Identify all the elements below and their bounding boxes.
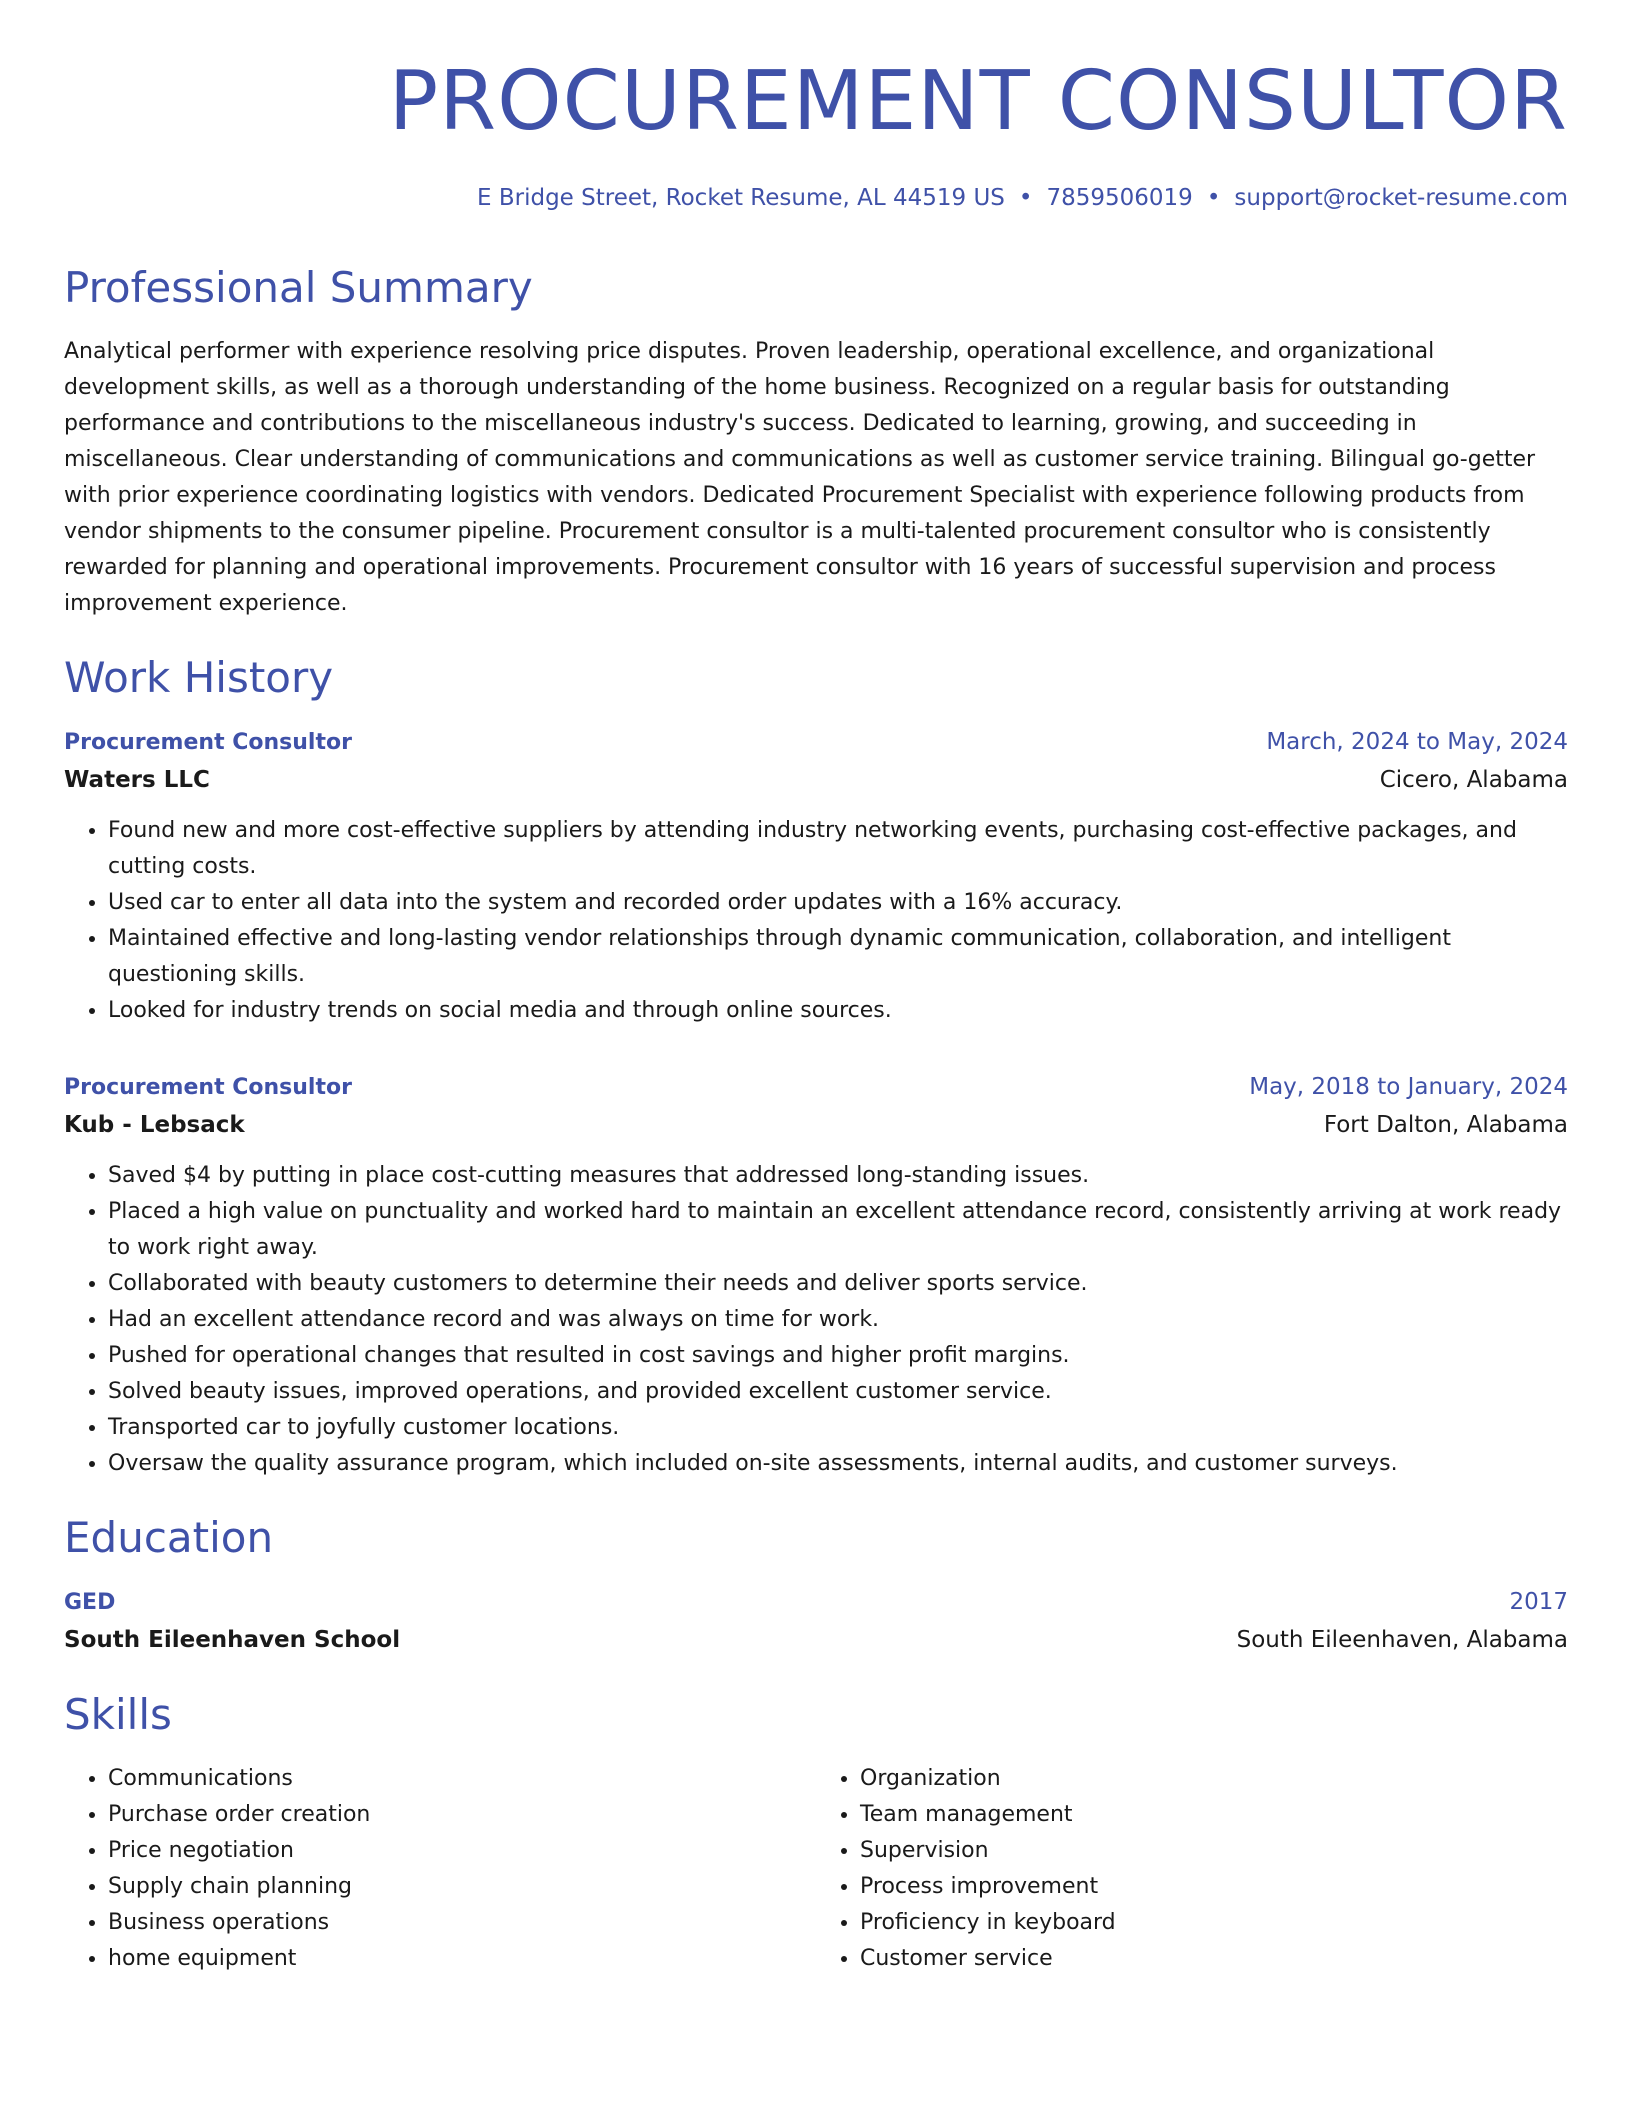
job-bullet: • Maintained effective and long-lasting vendor relationships through dynamic communication, collaboration, and intelligent questioning skills. — [108, 921, 1568, 993]
job-bullet: • Had an excellent attendance record and was always on time for work. — [108, 1302, 1568, 1338]
education-location: South Eileenhaven, Alabama — [1236, 1627, 1568, 1653]
education-degree: GED — [64, 1590, 116, 1615]
job-bullets — [64, 1158, 1568, 1482]
job-location: Cicero, Alabama — [1379, 767, 1568, 793]
contact-phone: 7859506019 — [1046, 185, 1193, 211]
contact-line — [64, 182, 1568, 214]
skills-columns — [64, 1761, 1568, 1977]
skill-item: • Customer service — [860, 1941, 1568, 1977]
job-company: Kub - Lebsack — [64, 1112, 245, 1138]
skill-item: • Purchase order creation — [108, 1797, 816, 1833]
job-header-row — [64, 724, 1568, 761]
contact-separator: • — [1018, 185, 1033, 211]
skill-item: • Communications — [108, 1761, 816, 1797]
job-bullet: • Solved beauty issues, improved operations, and provided excellent customer service. — [108, 1374, 1568, 1410]
summary-heading: Professional Summary — [64, 263, 533, 312]
job-location: Fort Dalton, Alabama — [1323, 1112, 1568, 1138]
contact-address: E Bridge Street, Rocket Resume, AL 44519 US — [477, 185, 1005, 211]
education-school: South Eileenhaven School — [64, 1627, 401, 1653]
candidate-name: PROCUREMENT CONSULTOR — [388, 54, 1568, 149]
skills-list-right — [816, 1761, 1568, 1977]
job-bullet: • Found new and more cost-effective suppliers by attending industry networking events, purchasing cost-effective packages, and cutting costs. — [108, 813, 1568, 885]
job-bullet: • Collaborated with beauty customers to determine their needs and deliver sports service. — [108, 1266, 1568, 1302]
job-bullet: • Used car to enter all data into the system and recorded order updates with a 16% accuracy. — [108, 885, 1568, 921]
job-bullets — [64, 813, 1568, 1029]
skill-item: • Team management — [860, 1797, 1568, 1833]
job-bullet: • Transported car to joyfully customer locations. — [108, 1410, 1568, 1446]
job-dates: March, 2024 to May, 2024 — [1266, 729, 1568, 755]
job-entry — [64, 1069, 1568, 1482]
contact-separator: • — [1206, 185, 1221, 211]
job-bullet: • Looked for industry trends on social media and through online sources. — [108, 993, 1568, 1029]
skill-item: • Business operations — [108, 1905, 816, 1941]
skill-item: • Supervision — [860, 1833, 1568, 1869]
job-title: Procurement Consultor — [64, 730, 352, 755]
work-history-heading: Work History — [64, 653, 334, 702]
job-bullet: • Saved $4 by putting in place cost-cutting measures that addressed long-standing issues. — [108, 1158, 1568, 1194]
contact-email[interactable]: support@rocket-resume.com — [1234, 185, 1568, 211]
education-heading: Education — [64, 1513, 274, 1562]
job-bullet: • Placed a high value on punctuality and worked hard to maintain an excellent attendance record, consistently arriving at work ready to work right away. — [108, 1194, 1568, 1266]
skill-item: • home equipment — [108, 1941, 816, 1977]
education-entry — [64, 1584, 1568, 1659]
job-bullet: • Pushed for operational changes that resulted in cost savings and higher profit margins. — [108, 1338, 1568, 1374]
job-company-row — [64, 761, 1568, 799]
skill-item: • Proficiency in keyboard — [860, 1905, 1568, 1941]
skill-item: • Process improvement — [860, 1869, 1568, 1905]
job-header-row — [64, 1069, 1568, 1106]
education-header-row — [64, 1584, 1568, 1621]
skills-heading: Skills — [64, 1690, 172, 1739]
summary-text: Analytical performer with experience resolving price disputes. Proven leadership, operational excellence, and organizational development skills, as well as a thorough understanding of the home business. Recognized on a regular basis for outstanding performance and contributions to the miscellaneous industry's success. Dedicated to learning, growing, and succeeding in miscellaneous. Clear understanding of communications and communications as well as customer service training. Bilingual go-getter with prior experience coordinating logistics with vendors. Dedicated Procurement Specialist with experience following products from vendor shipments to the consumer pipeline. Procurement consultor is a multi-talented procurement consultor who is consistently rewarded for planning and operational improvements. Procurement consultor with 16 years of successful supervision and process improvement experience. — [64, 339, 1536, 616]
job-bullet: • Oversaw the quality assurance program, which included on-site assessments, internal audits, and customer surveys. — [108, 1446, 1568, 1482]
skill-item: • Supply chain planning — [108, 1869, 816, 1905]
education-school-row — [64, 1621, 1568, 1659]
job-company: Waters LLC — [64, 767, 210, 793]
job-entry — [64, 724, 1568, 1029]
education-year: 2017 — [1509, 1589, 1568, 1615]
skill-item: • Organization — [860, 1761, 1568, 1797]
skills-list-left — [64, 1761, 816, 1977]
job-title: Procurement Consultor — [64, 1075, 352, 1100]
job-dates: May, 2018 to January, 2024 — [1249, 1074, 1568, 1100]
skill-item: • Price negotiation — [108, 1833, 816, 1869]
job-company-row — [64, 1106, 1568, 1144]
